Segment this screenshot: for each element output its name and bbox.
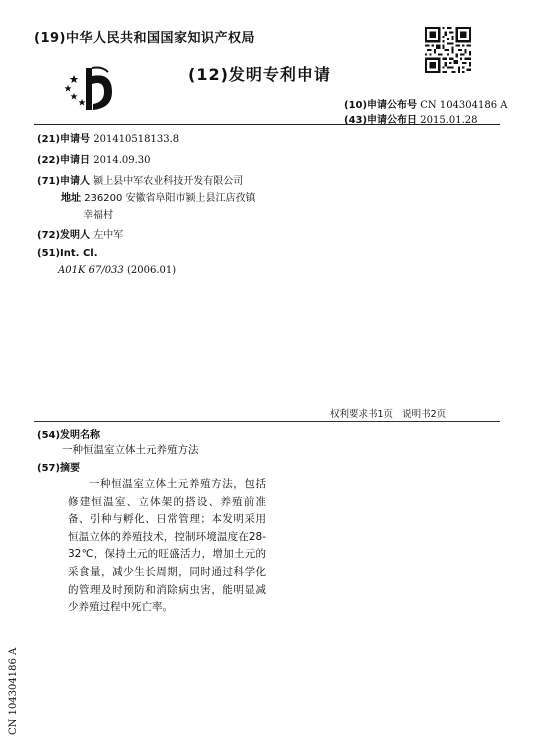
- address-label: 地址: [61, 193, 81, 204]
- publication-number-value: CN 104304186 A: [420, 100, 508, 111]
- section-divider: [34, 421, 500, 422]
- claims-page-count: 权利要求书1页: [330, 409, 394, 420]
- ipc-code: A01K 67/033: [58, 265, 124, 276]
- application-date-value: 2014.09.30: [93, 155, 151, 166]
- application-number-label: (21)申请号: [37, 134, 91, 145]
- applicant-value: 颍上县中军农业科技开发有限公司: [93, 176, 244, 187]
- patent-office-title: (19)中华人民共和国国家知识产权局: [34, 31, 255, 46]
- page-count-row: [330, 406, 446, 420]
- application-date-row: [37, 151, 151, 166]
- header-divider: [34, 124, 500, 125]
- publication-date-value: 2015.01.28: [420, 115, 478, 126]
- publication-number-label: (10)申请公布号: [344, 100, 418, 111]
- application-number-row: [37, 130, 179, 145]
- document-type-title: (12)发明专利申请: [188, 65, 331, 84]
- applicant-row: [37, 172, 243, 187]
- applicant-label: (71)申请人: [37, 176, 91, 187]
- inventor-row: [37, 226, 123, 241]
- address-value-line2: 幸福村: [83, 210, 113, 221]
- publication-date-label: (43)申请公布日: [344, 115, 418, 126]
- application-number-value: 201410518133.8: [93, 134, 180, 145]
- publication-number-row: [344, 96, 508, 111]
- ipc-year: (2006.01): [126, 265, 177, 276]
- side-publication-number: CN 104304186 A: [8, 647, 19, 735]
- qr-code-icon: [425, 27, 471, 73]
- inventor-label: (72)发明人: [37, 230, 91, 241]
- invention-title-label: (54)发明名称: [37, 430, 101, 441]
- abstract-text: 一种恒温室立体土元养殖方法，包括修建恒温室、立体架的搭设、养殖前准备、引种与孵化、日常管理；本发明采用恒温立体的养殖技术，控制环境温度在28-32℃，保持土元的旺盛活力，增加土元的采食量，减少生长周期，同时通过科学化的管理及时预防和消除病虫害，能明显减少养殖过程中死亡率。: [68, 478, 266, 614]
- description-page-count: 说明书2页: [402, 409, 447, 420]
- ipc-label: (51)Int. Cl.: [37, 248, 98, 259]
- invention-title-value: 一种恒温室立体土元养殖方法: [62, 444, 199, 456]
- application-date-label: (22)申请日: [37, 155, 91, 166]
- address-row: [61, 189, 256, 204]
- address-value-line1: 236200 安徽省阜阳市颍上县江店孜镇: [84, 193, 256, 204]
- abstract-body: [68, 476, 266, 617]
- abstract-label: (57)摘要: [37, 463, 81, 474]
- inventor-value: 左中军: [93, 230, 124, 241]
- patent-office-logo-icon: [62, 62, 120, 112]
- ipc-row: [58, 265, 176, 276]
